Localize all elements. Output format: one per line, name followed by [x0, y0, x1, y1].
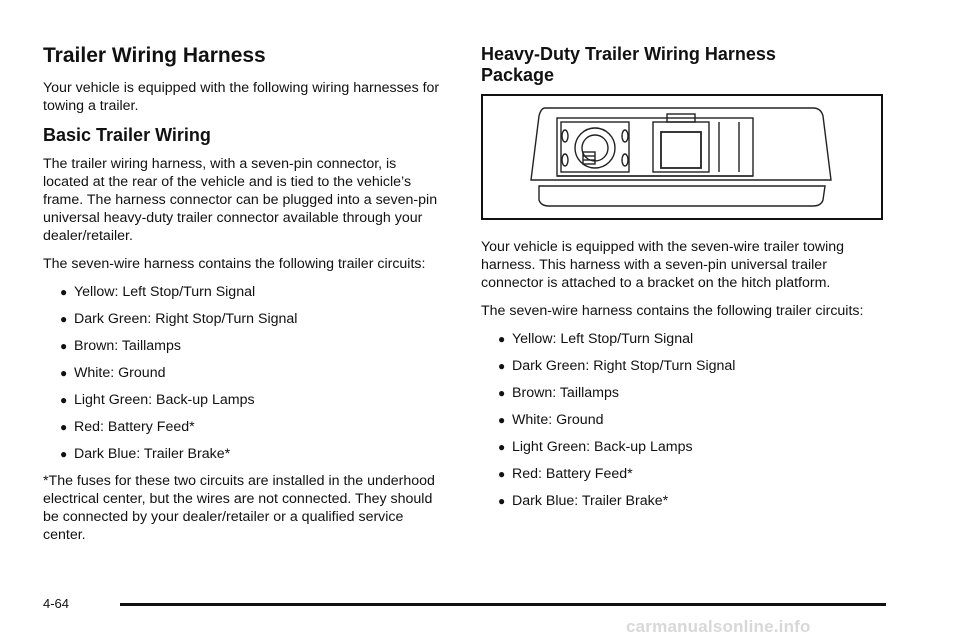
bullet-icon: ●: [60, 392, 68, 407]
section-title-basic: Basic Trailer Wiring: [43, 125, 211, 146]
basic-paragraph-2: The seven-wire harness contains the following trailer circuits:: [43, 255, 426, 272]
list-item: ● Red: Battery Feed*: [60, 418, 195, 435]
left-column: [43, 44, 443, 554]
intro-paragraph: Your vehicle is equipped with the following wiring harnesses for towing a trailer.: [43, 80, 440, 115]
circuit-list-left: [43, 283, 443, 463]
list-item: ● White: Ground: [498, 412, 604, 429]
bumper-lower: [539, 186, 825, 206]
bracket-plate: [557, 118, 753, 176]
list-item: ● Dark Green: Right Stop/Turn Signal: [498, 358, 736, 375]
bullet-icon: ●: [498, 413, 506, 428]
fuse-note: *The fuses for these two circuits are installed in the underhood electrical center, but the wires are not connected. They should be connected by your dealer/retailer or a qualified service center.: [43, 472, 435, 543]
bullet-icon: ●: [498, 494, 506, 509]
footer-rule: [120, 603, 886, 606]
page-number: 4-64: [43, 596, 70, 611]
bullet-icon: ●: [60, 446, 68, 461]
bullet-icon: ●: [498, 332, 506, 347]
bullet-icon: ●: [60, 419, 68, 434]
section-title-heavy-duty: Heavy-Duty Trailer Wiring Harness Package: [481, 44, 776, 85]
list-item: ● Yellow: Left Stop/Turn Signal: [498, 331, 694, 348]
bullet-icon: ●: [60, 338, 68, 353]
list-item: ● White: Ground: [60, 364, 166, 381]
list-item: ● Red: Battery Feed*: [498, 466, 633, 483]
bullet-icon: ●: [60, 284, 68, 299]
connector-drawing: [483, 96, 881, 218]
list-item: ● Dark Blue: Trailer Brake*: [60, 445, 231, 462]
bullet-icon: ●: [498, 386, 506, 401]
circuit-list-right: [481, 330, 891, 510]
list-item: ● Brown: Taillamps: [498, 385, 619, 402]
list-item: ● Light Green: Back-up Lamps: [60, 391, 255, 408]
list-item: ● Brown: Taillamps: [60, 337, 181, 354]
list-item: ● Dark Blue: Trailer Brake*: [498, 493, 669, 510]
list-item: ● Light Green: Back-up Lamps: [498, 439, 693, 456]
basic-paragraph-1: The trailer wiring harness, with a seven-pin connector, is located at the rear of the vehicle and is tied to the vehicle’s frame. The harness connector can be plugged into a seven-pin universal heavy-duty trailer connector available through your dealer/retailer.: [43, 155, 438, 244]
bullet-icon: ●: [498, 359, 506, 374]
heavy-duty-paragraph-1: Your vehicle is equipped with the seven-wire trailer towing harness. This harness with a seven-pin universal trailer connector is attached to a bracket on the hitch platform.: [481, 239, 845, 292]
page-title: Trailer Wiring Harness: [43, 44, 266, 67]
list-item: ● Dark Green: Right Stop/Turn Signal: [60, 310, 298, 327]
right-column: [481, 44, 891, 519]
watermark: carmanualsonline.info: [626, 617, 811, 636]
receiver-opening: [661, 132, 701, 168]
hitch-connector-illustration: [481, 94, 883, 220]
bullet-icon: ●: [498, 467, 506, 482]
list-item: ● Yellow: Left Stop/Turn Signal: [60, 283, 256, 300]
heavy-duty-paragraph-2: The seven-wire harness contains the following trailer circuits:: [481, 303, 864, 320]
bullet-icon: ●: [60, 365, 68, 380]
bullet-icon: ●: [60, 311, 68, 326]
bullet-icon: ●: [498, 440, 506, 455]
